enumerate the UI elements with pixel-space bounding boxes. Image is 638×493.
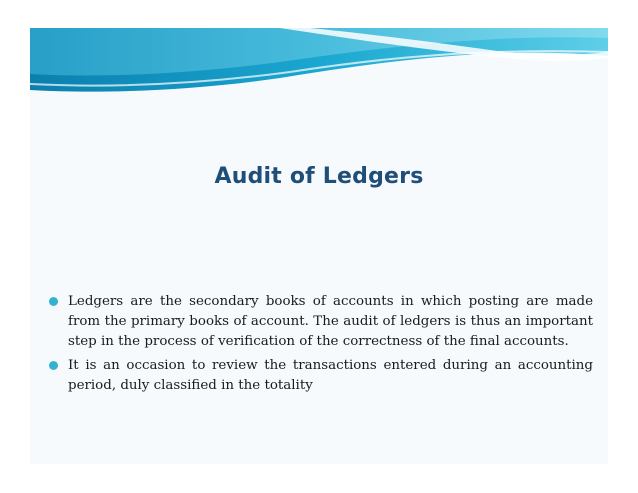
bullet-list [48,292,593,400]
header-wave-banner [30,28,608,98]
bullet-dot-icon [49,361,58,370]
bullet-item [48,356,593,396]
bullet-text: It is an occasion to review the transactions entered during an accounting period, duly classified in the totality [68,358,593,393]
bullet-dot-icon [49,297,58,306]
slide [30,28,608,464]
bullet-item [48,292,593,352]
slide-title: Audit of Ledgers [214,164,424,189]
bullet-text: Ledgers are the secondary books of accounts in which posting are made from the primary books of account. The audit of ledgers is thus an important step in the process of verification of the correctness of the final accounts. [68,294,593,349]
